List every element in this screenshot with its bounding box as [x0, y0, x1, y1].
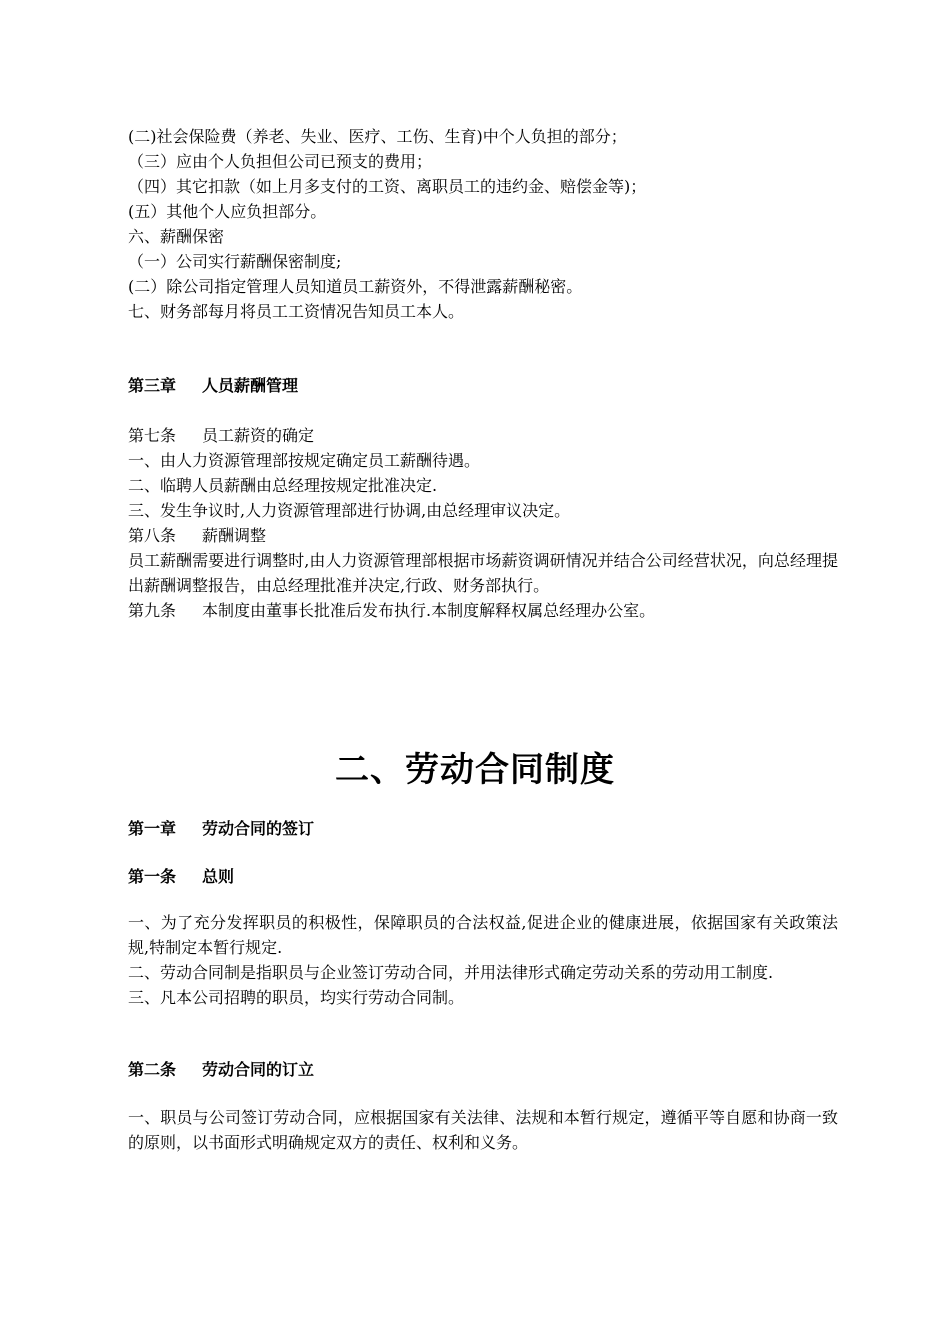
- paragraph: 一、为了充分发挥职员的积极性，保障职员的合法权益,促进企业的健康进展，依据国家有关政策法规,特制定本暂行规定.: [128, 913, 838, 957]
- list-item: 三、发生争议时,人力资源管理部进行协调,由总经理审议决定。: [128, 501, 571, 520]
- article2-heading: [128, 1057, 838, 1082]
- chapter1-heading: [128, 816, 838, 841]
- chapter3-heading: [128, 373, 838, 398]
- list-item: 七、财务部每月将员工工资情况告知员工本人。: [128, 302, 465, 321]
- chapter-title: 人员薪酬管理: [202, 376, 299, 395]
- list-item: 二、临聘人员薪酬由总经理按规定批准决定.: [128, 476, 438, 495]
- chapter-number: 第三章: [128, 376, 177, 395]
- list-item: (五）其他个人应负担部分。: [128, 202, 327, 221]
- article8-heading: [128, 523, 838, 548]
- list-item: （四）其它扣款（如上月多支付的工资、离职员工的违约金、赔偿金等)；: [128, 177, 647, 196]
- article8-paragraph: 员工薪酬需要进行调整时,由人力资源管理部根据市场薪资调研情况并结合公司经营状况，向总经理提出薪酬调整报告，由总经理批准并决定,行政、财务部执行。: [128, 551, 838, 595]
- chapter-title: 劳动合同的签订: [202, 819, 315, 838]
- paragraph: 二、劳动合同制是指职员与企业签订劳动合同，并用法律形式确定劳动关系的劳动用工制度.: [128, 963, 774, 982]
- article9-line: [128, 598, 838, 623]
- article7-heading: [128, 423, 838, 448]
- article1-heading: [128, 864, 838, 889]
- section1-list: [128, 124, 838, 324]
- article-title: 劳动合同的订立: [202, 1060, 315, 1079]
- list-item: （三）应由个人负担但公司已预支的费用；: [128, 152, 433, 171]
- list-item: 一、由人力资源管理部按规定确定员工薪酬待遇。: [128, 451, 481, 470]
- list-item: (二）除公司指定管理人员知道员工薪资外，不得泄露薪酬秘密。: [128, 277, 583, 296]
- article-title: 员工薪资的确定: [202, 426, 315, 445]
- paragraph: 一、职员与公司签订劳动合同，应根据国家有关法律、法规和本暂行规定，遵循平等自愿和协商一致的原则，以书面形式明确规定双方的责任、权利和义务。: [128, 1108, 838, 1152]
- list-item: (二)社会保险费（养老、失业、医疗、工伤、生育)中个人负担的部分；: [128, 127, 627, 146]
- article-number: 第一条: [128, 867, 177, 886]
- article-text: 本制度由董事长批准后发布执行.本制度解释权属总经理办公室。: [202, 601, 656, 620]
- paragraph: 三、凡本公司招聘的职员，均实行劳动合同制。: [128, 988, 465, 1007]
- article1-body: [128, 910, 838, 1010]
- list-item: 六、薪酬保密: [128, 227, 225, 246]
- article-number: 第八条: [128, 526, 177, 545]
- article-number: 第九条: [128, 601, 177, 620]
- article2-body: [128, 1105, 838, 1155]
- list-item: （一）公司实行薪酬保密制度;: [128, 252, 342, 271]
- article-number: 第二条: [128, 1060, 177, 1079]
- chapter-number: 第一章: [128, 819, 177, 838]
- article-title: 薪酬调整: [202, 526, 267, 545]
- article-title: 总则: [202, 867, 235, 886]
- chapter3-body: [128, 423, 838, 623]
- document-title: 二、劳动合同制度: [335, 750, 615, 790]
- article-number: 第七条: [128, 426, 177, 445]
